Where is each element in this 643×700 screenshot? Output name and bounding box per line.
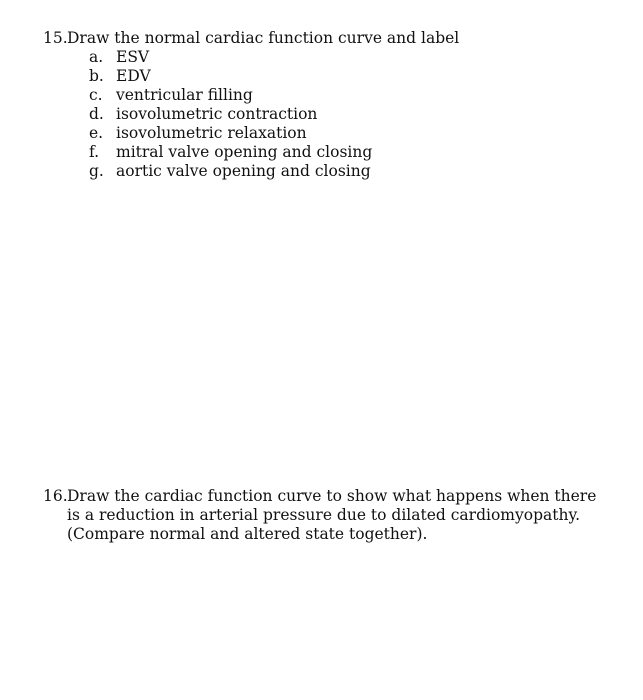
sub-item-letter: a. — [89, 48, 104, 66]
question-16-prompt: Draw the cardiac function curve to show what happens when there is a reduction in arterial pressure due to dilated cardiomyopathy. (Compare normal and altered state together). — [67, 487, 597, 543]
sub-item-letter: f. — [89, 143, 100, 161]
sub-item-text: EDV — [116, 67, 151, 85]
question-15-header — [43, 29, 623, 48]
sub-item-text: ventricular filling — [116, 86, 253, 104]
question-15 — [43, 29, 623, 181]
sub-item-letter: d. — [89, 105, 104, 123]
question-15-sub-list — [43, 48, 623, 181]
question-16 — [43, 487, 603, 544]
sub-item-letter: g. — [89, 162, 104, 180]
question-16-header — [43, 487, 603, 544]
sub-item-a — [89, 48, 623, 67]
sub-item-letter: e. — [89, 124, 104, 142]
sub-item-text: isovolumetric contraction — [116, 105, 318, 123]
sub-item-text: isovolumetric relaxation — [116, 124, 307, 142]
sub-item-letter: b. — [89, 67, 104, 85]
sub-item-f — [89, 143, 623, 162]
question-15-number: 15. — [43, 29, 68, 47]
question-15-prompt: Draw the normal cardiac function curve and label — [67, 29, 460, 47]
sub-item-e — [89, 124, 623, 143]
sub-item-g — [89, 162, 623, 181]
sub-item-b — [89, 67, 623, 86]
sub-item-text: aortic valve opening and closing — [116, 162, 371, 180]
sub-item-text: mitral valve opening and closing — [116, 143, 373, 161]
sub-item-text: ESV — [116, 48, 150, 66]
question-16-number: 16. — [43, 487, 68, 505]
sub-item-c — [89, 86, 623, 105]
sub-item-d — [89, 105, 623, 124]
sub-item-letter: c. — [89, 86, 103, 104]
